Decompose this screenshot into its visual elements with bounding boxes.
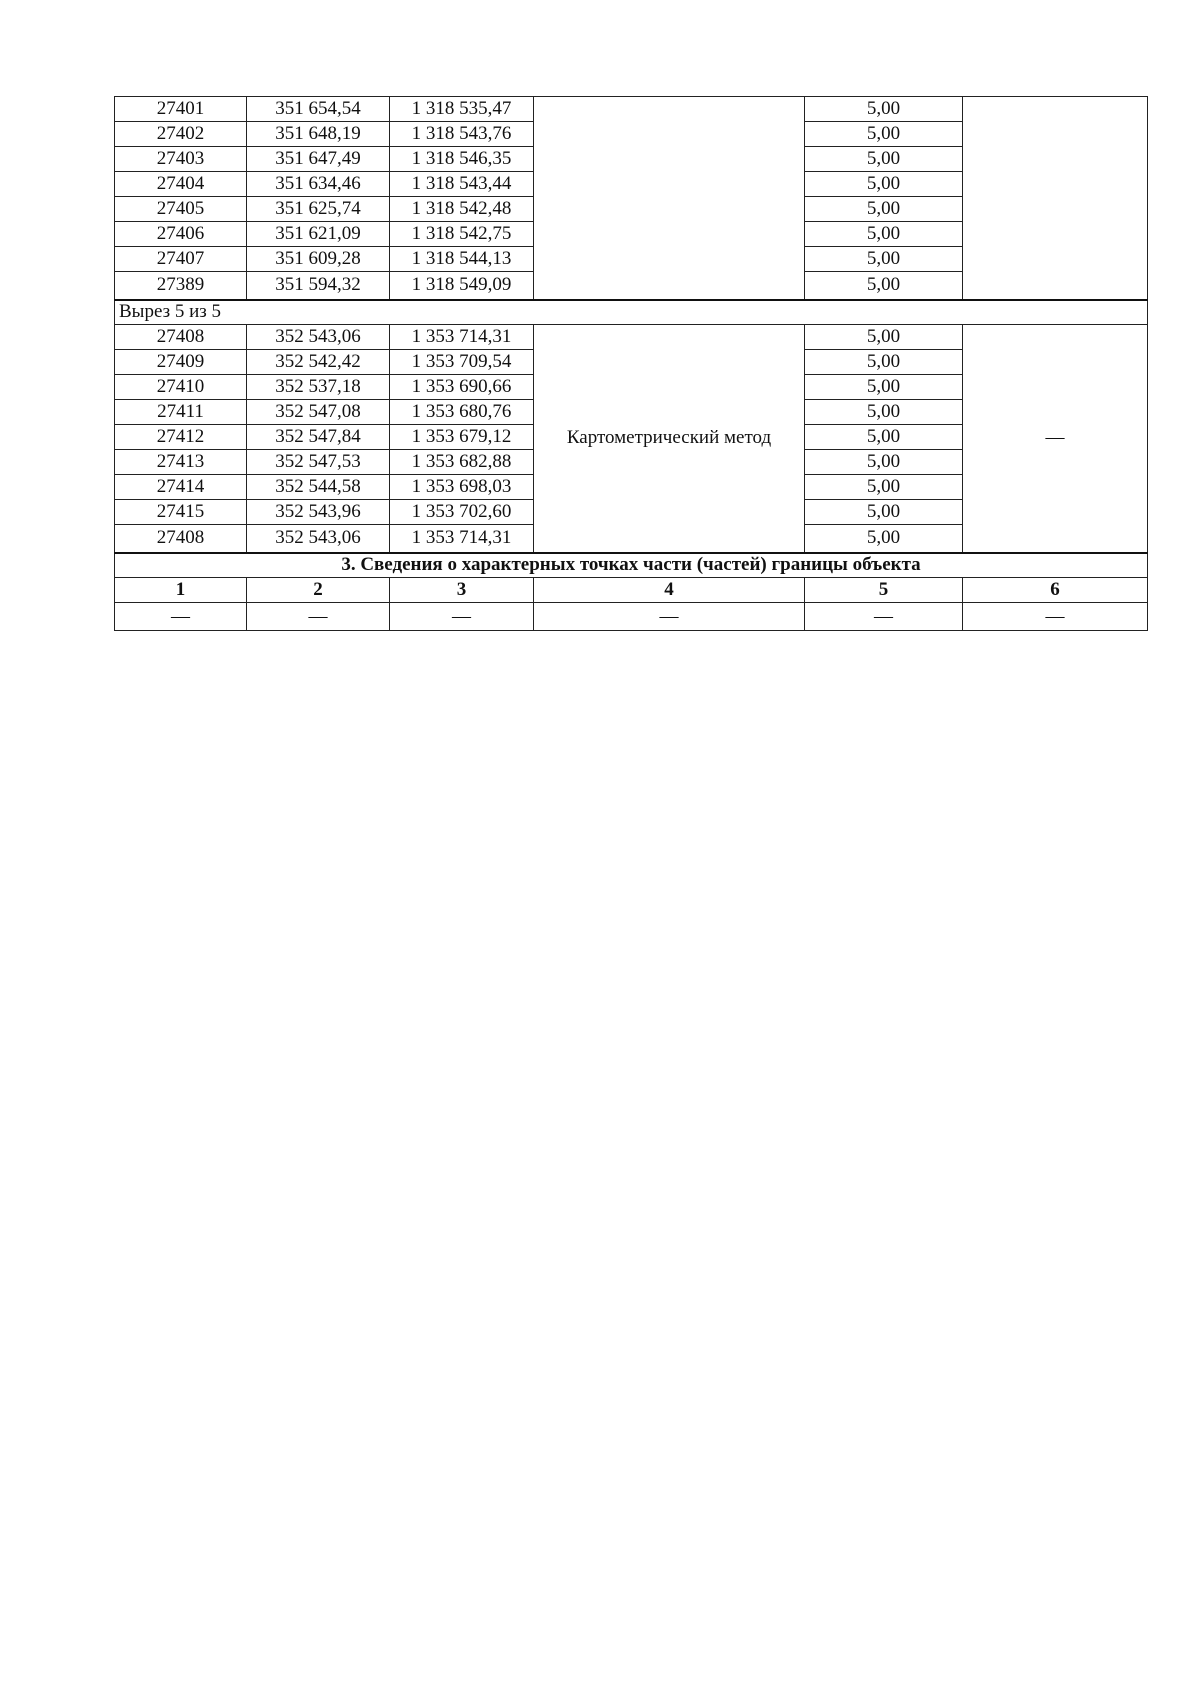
accuracy-cell: 5,00 xyxy=(805,325,963,350)
section-title: 3. Сведения о характерных точках части (частей) границы объекта xyxy=(115,553,1148,578)
empty-cell: — xyxy=(247,603,390,631)
note-cell: — xyxy=(963,325,1148,553)
accuracy-cell: 5,00 xyxy=(805,400,963,425)
note-cell xyxy=(963,97,1148,300)
method-cell xyxy=(534,97,805,300)
coordinate-y-cell: 1 353 714,31 xyxy=(390,525,534,553)
coordinate-x-cell: 352 542,42 xyxy=(247,350,390,375)
coordinate-y-cell: 1 318 546,35 xyxy=(390,147,534,172)
coordinate-y-cell: 1 353 709,54 xyxy=(390,350,534,375)
coordinate-y-cell: 1 318 543,76 xyxy=(390,122,534,147)
coordinate-y-cell: 1 353 682,88 xyxy=(390,450,534,475)
point-number-cell: 27409 xyxy=(115,350,247,375)
accuracy-cell: 5,00 xyxy=(805,375,963,400)
coordinate-x-cell: 351 609,28 xyxy=(247,247,390,272)
point-number-cell: 27405 xyxy=(115,197,247,222)
accuracy-cell: 5,00 xyxy=(805,350,963,375)
column-number-header: 2 xyxy=(247,578,390,603)
coordinate-x-cell: 351 648,19 xyxy=(247,122,390,147)
point-number-cell: 27403 xyxy=(115,147,247,172)
coordinate-x-cell: 352 537,18 xyxy=(247,375,390,400)
point-number-cell: 27414 xyxy=(115,475,247,500)
coordinate-x-cell: 351 634,46 xyxy=(247,172,390,197)
coordinate-y-cell: 1 353 714,31 xyxy=(390,325,534,350)
accuracy-cell: 5,00 xyxy=(805,197,963,222)
table-row xyxy=(115,97,1148,122)
point-number-cell: 27408 xyxy=(115,525,247,553)
table-row xyxy=(115,325,1148,350)
table-row xyxy=(115,553,1148,578)
accuracy-cell: 5,00 xyxy=(805,172,963,197)
point-number-cell: 27404 xyxy=(115,172,247,197)
point-number-cell: 27410 xyxy=(115,375,247,400)
coordinate-y-cell: 1 318 544,13 xyxy=(390,247,534,272)
coordinate-x-cell: 351 647,49 xyxy=(247,147,390,172)
coordinate-x-cell: 351 621,09 xyxy=(247,222,390,247)
table-row xyxy=(115,603,1148,631)
point-number-cell: 27402 xyxy=(115,122,247,147)
accuracy-cell: 5,00 xyxy=(805,450,963,475)
point-number-cell: 27401 xyxy=(115,97,247,122)
column-number-header: 4 xyxy=(534,578,805,603)
accuracy-cell: 5,00 xyxy=(805,222,963,247)
coordinate-x-cell: 352 543,06 xyxy=(247,525,390,553)
empty-cell: — xyxy=(963,603,1148,631)
point-number-cell: 27408 xyxy=(115,325,247,350)
point-number-cell: 27407 xyxy=(115,247,247,272)
coordinate-y-cell: 1 353 698,03 xyxy=(390,475,534,500)
accuracy-cell: 5,00 xyxy=(805,500,963,525)
accuracy-cell: 5,00 xyxy=(805,122,963,147)
coordinate-x-cell: 352 543,96 xyxy=(247,500,390,525)
coordinate-x-cell: 351 654,54 xyxy=(247,97,390,122)
coordinate-y-cell: 1 318 542,75 xyxy=(390,222,534,247)
accuracy-cell: 5,00 xyxy=(805,272,963,300)
coordinate-x-cell: 352 544,58 xyxy=(247,475,390,500)
table-row xyxy=(115,578,1148,603)
coordinate-x-cell: 351 594,32 xyxy=(247,272,390,300)
coordinate-x-cell: 352 543,06 xyxy=(247,325,390,350)
boundary-points-table xyxy=(114,96,1148,631)
column-number-header: 1 xyxy=(115,578,247,603)
column-number-header: 3 xyxy=(390,578,534,603)
accuracy-cell: 5,00 xyxy=(805,475,963,500)
coordinate-x-cell: 352 547,53 xyxy=(247,450,390,475)
empty-cell: — xyxy=(115,603,247,631)
coordinate-x-cell: 352 547,08 xyxy=(247,400,390,425)
method-cell: Картометрический метод xyxy=(534,325,805,553)
point-number-cell: 27406 xyxy=(115,222,247,247)
coordinate-y-cell: 1 353 690,66 xyxy=(390,375,534,400)
cutout-label: Вырез 5 из 5 xyxy=(115,300,1148,325)
accuracy-cell: 5,00 xyxy=(805,147,963,172)
accuracy-cell: 5,00 xyxy=(805,425,963,450)
point-number-cell: 27389 xyxy=(115,272,247,300)
coordinate-y-cell: 1 318 542,48 xyxy=(390,197,534,222)
point-number-cell: 27415 xyxy=(115,500,247,525)
empty-cell: — xyxy=(805,603,963,631)
table-row xyxy=(115,300,1148,325)
point-number-cell: 27411 xyxy=(115,400,247,425)
point-number-cell: 27412 xyxy=(115,425,247,450)
column-number-header: 5 xyxy=(805,578,963,603)
column-number-header: 6 xyxy=(963,578,1148,603)
empty-cell: — xyxy=(390,603,534,631)
coordinate-y-cell: 1 353 679,12 xyxy=(390,425,534,450)
accuracy-cell: 5,00 xyxy=(805,97,963,122)
coordinate-y-cell: 1 353 702,60 xyxy=(390,500,534,525)
coordinate-y-cell: 1 353 680,76 xyxy=(390,400,534,425)
coordinate-y-cell: 1 318 535,47 xyxy=(390,97,534,122)
accuracy-cell: 5,00 xyxy=(805,247,963,272)
coordinate-y-cell: 1 318 543,44 xyxy=(390,172,534,197)
accuracy-cell: 5,00 xyxy=(805,525,963,553)
empty-cell: — xyxy=(534,603,805,631)
point-number-cell: 27413 xyxy=(115,450,247,475)
coordinate-x-cell: 351 625,74 xyxy=(247,197,390,222)
coordinate-y-cell: 1 318 549,09 xyxy=(390,272,534,300)
coordinate-x-cell: 352 547,84 xyxy=(247,425,390,450)
